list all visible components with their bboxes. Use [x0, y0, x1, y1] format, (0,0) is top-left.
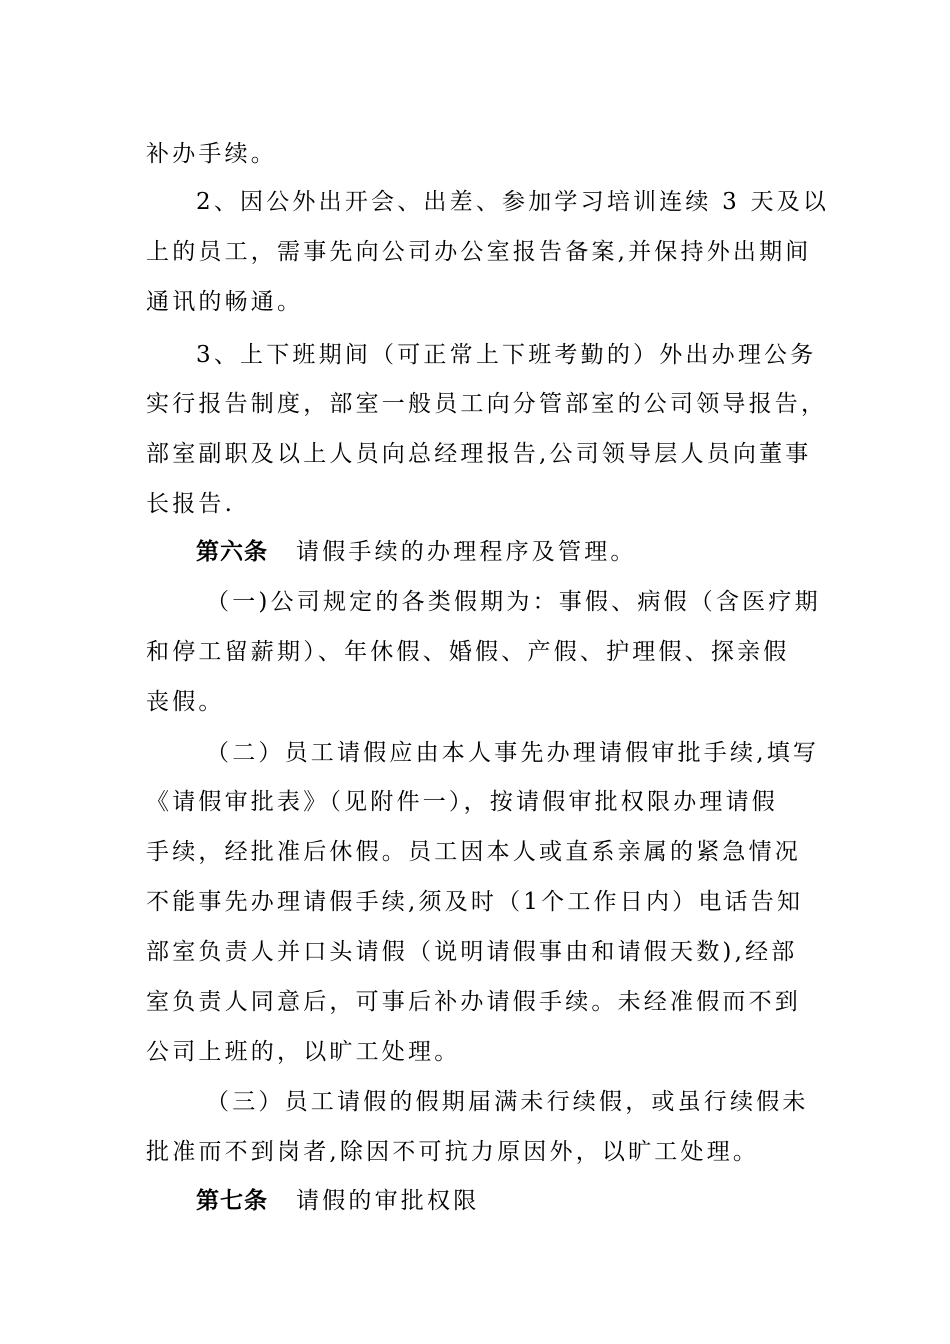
paragraph-line: （三）员工请假的假期届满未行续假，或虽行续假未: [206, 1089, 809, 1115]
article-title: 请假手续的办理程序及管理。: [296, 539, 637, 565]
paragraph-line: （一)公司规定的各类假期为：事假、病假（含医疗期: [206, 589, 821, 615]
paragraph-line: 不能事先办理请假手续,须及时（1个工作日内）电话告知: [146, 889, 804, 915]
paragraph-line: （二）员工请假应由本人事先办理请假审批手续,填写: [206, 740, 820, 766]
paragraph-line: 补办手续。: [146, 141, 277, 167]
paragraph-line: 部室负责人并口头请假（说明请假事由和请假天数),经部: [146, 939, 798, 965]
paragraph-line: 实行报告制度，部室一般员工向分管部室的公司领导报告，: [146, 391, 828, 417]
paragraph-line: 上的员工，需事先向公司办公室报告备案,并保持外出期间: [146, 239, 812, 265]
paragraph-line: 批准而不到岗者,除因不可抗力原因外，以旷工处理。: [146, 1139, 760, 1165]
article-heading-6: [196, 534, 637, 570]
article-number: 第七条: [196, 1188, 268, 1214]
paragraph-line: 2、因公外出开会、出差、参加学习培训连续 3 天及以: [196, 189, 830, 215]
paragraph-line: 部室副职及以上人员向总经理报告,公司领导层人员向董事: [146, 441, 812, 467]
paragraph-line: 丧假。: [146, 689, 225, 715]
paragraph-line: 《请假审批表》（见附件一），按请假审批权限办理请假: [146, 789, 778, 815]
paragraph-line: 和停工留薪期）、年休假、婚假、产假、护理假、探亲假: [146, 639, 790, 665]
paragraph-line: 3、上下班期间（可正常上下班考勤的）外出办理公务: [196, 342, 817, 368]
paragraph-line: 室负责人同意后，可事后补办请假手续。未经准假而不到: [146, 989, 801, 1015]
article-number: 第六条: [196, 539, 268, 565]
article-heading-7: [196, 1183, 479, 1219]
paragraph-line: 通讯的畅通。: [146, 289, 304, 315]
paragraph-line: 手续，经批准后休假。员工因本人或直系亲属的紧急情况: [146, 839, 801, 865]
paragraph-line: 长报告.: [146, 491, 236, 517]
paragraph-line: 公司上班的，以旷工处理。: [146, 1039, 461, 1065]
article-title: 请假的审批权限: [296, 1188, 480, 1214]
